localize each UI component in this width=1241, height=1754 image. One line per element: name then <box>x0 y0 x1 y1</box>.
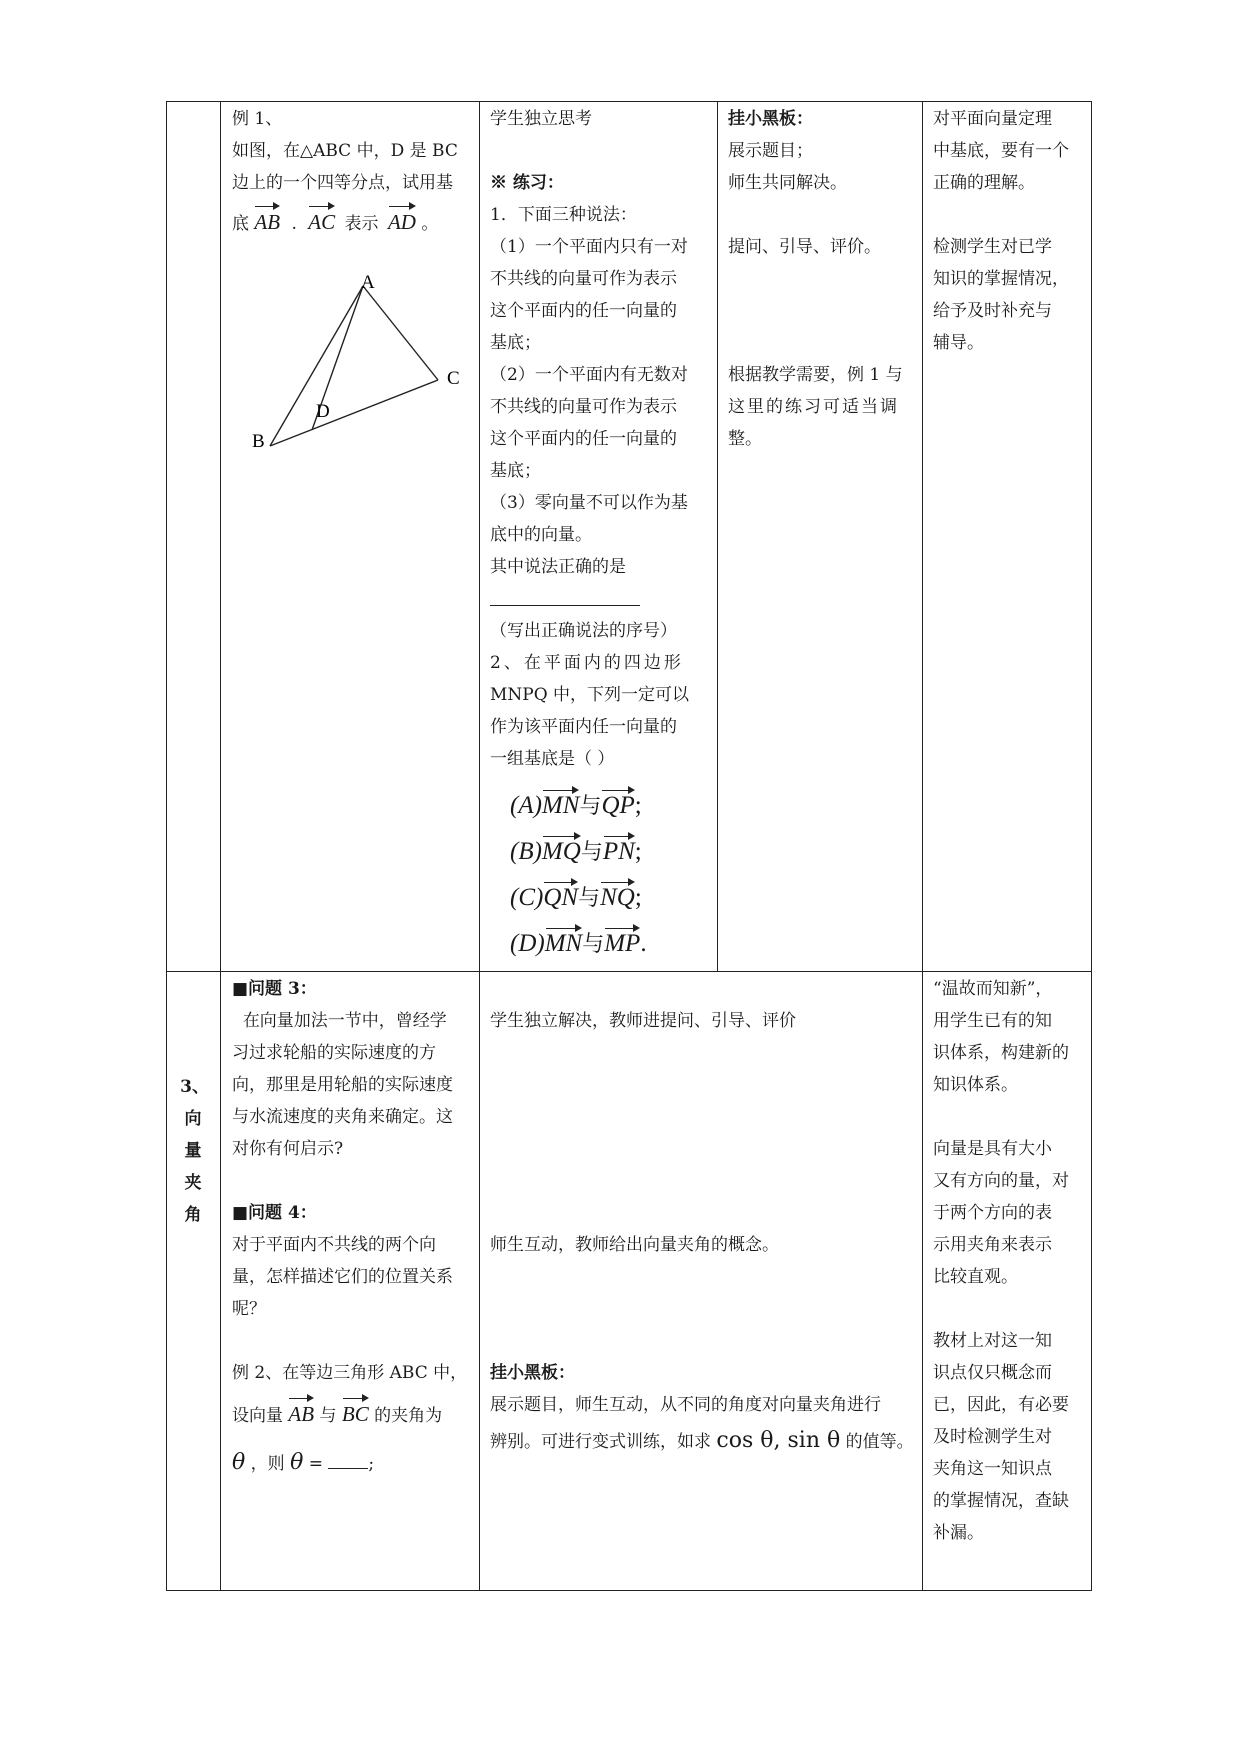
choice-label: (A) <box>510 792 542 819</box>
question-2-line: 作为该平面内任一向量的 <box>490 717 677 737</box>
blackboard-line-2-prefix: 辨别。可进行变式训练，如求 <box>490 1432 711 1452</box>
practice-line: 底中的向量。 <box>490 525 592 545</box>
intent-line: 示用夹角来表示 <box>933 1235 1052 1255</box>
vector-bc: BC <box>342 1395 369 1427</box>
choice-conjunction: 与 <box>582 931 605 956</box>
stage-char: 角 <box>184 1205 202 1225</box>
question-4-line: 量，怎样描述它们的位置关系 <box>232 1267 453 1287</box>
example-1-text-1: 如图，在△ABC 中，D 是 BC <box>232 141 458 161</box>
teacher-note-line: 整。 <box>728 429 762 449</box>
stage-char: 夹 <box>184 1173 202 1193</box>
intent-line: 的掌握情况，查缺 <box>933 1491 1069 1511</box>
teacher-activity-cell <box>728 103 918 455</box>
practice-line: 这个平面内的任一向量的 <box>490 301 677 321</box>
choice-vector-1: MN <box>545 925 583 957</box>
separator-dot: . <box>291 214 297 234</box>
question-3-line: 对你有何启示? <box>232 1139 344 1159</box>
spacer <box>490 1037 916 1229</box>
spacer <box>728 263 918 359</box>
spacer <box>933 1101 1085 1133</box>
spacer <box>232 1325 474 1357</box>
intent-line: 识点仅只概念而 <box>933 1363 1052 1383</box>
spacer <box>490 1261 916 1357</box>
example-1-cell <box>232 103 472 241</box>
choice-label: (D) <box>510 930 545 957</box>
choice-d <box>490 921 710 967</box>
practice-line: 其中说法正确的是 <box>490 557 626 577</box>
blackboard-line-2-suffix: 的值等。 <box>845 1432 914 1452</box>
spacer <box>490 135 710 167</box>
with-word: 与 <box>319 1406 337 1426</box>
choice-vector-2: NQ <box>600 879 635 911</box>
intent-line: 于两个方向的表 <box>933 1203 1052 1223</box>
student-think-line: 学生独立思考 <box>490 109 592 129</box>
triangle-side-ab <box>270 286 363 446</box>
intent-line: 中基底，要有一个 <box>933 141 1069 161</box>
practice-line: 1．下面三种说法： <box>490 205 637 225</box>
answer-blank[interactable] <box>328 1448 368 1469</box>
spacer <box>490 775 710 783</box>
trig-formula: cos θ, sin θ <box>716 1428 841 1453</box>
example-2-line-3 <box>232 1443 474 1484</box>
example-1-title: 例 1、 <box>232 109 283 129</box>
example-1-text-2: 边上的一个四等分点，试用基 <box>232 173 453 193</box>
practice-heading: ※ 练习： <box>490 173 564 193</box>
col-divider-4 <box>922 101 923 1591</box>
vector-ab: AB <box>254 203 280 235</box>
intent-line: 对平面向量定理 <box>933 109 1052 129</box>
practice-line: 基底； <box>490 461 541 481</box>
choice-a <box>490 783 710 829</box>
question-4-line: 对于平面内不共线的两个向 <box>232 1235 436 1255</box>
activity-line-2: 师生互动，教师给出向量夹角的概念。 <box>490 1235 779 1255</box>
intent-line: 教材上对这一知 <box>933 1331 1052 1351</box>
design-intent-cell-2 <box>933 973 1085 1549</box>
practice-line: （3）零向量不可以作为基 <box>490 493 688 513</box>
choice-conjunction: 与 <box>580 839 603 864</box>
choice-label: (C) <box>510 884 544 911</box>
theta-symbol: θ <box>232 1450 246 1475</box>
teacher-line: 师生共同解决。 <box>728 173 847 193</box>
choice-c <box>490 875 710 921</box>
choice-end: ; <box>634 884 642 911</box>
practice-line: 不共线的向量可作为表示 <box>490 269 677 289</box>
intent-line: “温故而知新”， <box>933 979 1053 999</box>
intent-line: 正确的理解。 <box>933 173 1035 193</box>
intent-line: 识体系，构建新的 <box>933 1043 1069 1063</box>
choice-label: (B) <box>510 838 542 865</box>
student-practice-cell <box>490 103 710 967</box>
choice-b <box>490 829 710 875</box>
intent-line: 比较直观。 <box>933 1267 1018 1287</box>
answer-hint: （写出正确说法的序号） <box>490 621 677 641</box>
then-word: ，则 <box>250 1454 285 1474</box>
question-3-line: 向，那里是用轮船的实际速度 <box>232 1075 453 1095</box>
intent-line: 已，因此，有必要 <box>933 1395 1069 1415</box>
equals-sign: = <box>308 1454 323 1474</box>
col-divider-1 <box>220 101 221 1591</box>
choice-vector-1: MN <box>542 787 580 819</box>
question-4-line: 呢？ <box>232 1299 266 1319</box>
stage-char: 3 <box>180 1077 192 1097</box>
question-3-line: 在向量加法一节中，曾经学 <box>232 1011 447 1031</box>
teacher-ask-line: 提问、引导、评价。 <box>728 237 881 257</box>
practice-line: 不共线的向量可作为表示 <box>490 397 677 417</box>
example-2-suffix: 的夹角为 <box>374 1406 443 1426</box>
spacer <box>933 1293 1085 1325</box>
vertex-label-b: B <box>252 431 265 452</box>
intent-line: 补漏。 <box>933 1523 984 1543</box>
triangle-side-bc <box>270 380 438 446</box>
intent-line: 夹角这一知识点 <box>933 1459 1052 1479</box>
spacer <box>728 199 918 231</box>
stage-label-cell <box>170 1071 216 1231</box>
question-4-heading: ■问题 4： <box>232 1203 317 1223</box>
question-3-line: 与水流速度的夹角来确定。这 <box>232 1107 453 1127</box>
vertex-label-a: A <box>361 272 375 293</box>
stage-char: 量 <box>184 1141 202 1161</box>
blackboard-line-1: 展示题目，师生互动，从不同的角度对向量夹角进行 <box>490 1395 881 1415</box>
activity-cell <box>490 1005 916 1462</box>
spacer <box>933 199 1085 231</box>
choice-vector-2: QP <box>601 787 634 819</box>
practice-line: （1）一个平面内只有一对 <box>490 237 688 257</box>
blackboard-line-2 <box>490 1421 916 1462</box>
end-mark: ; <box>368 1454 375 1474</box>
stage-char: 向 <box>184 1109 202 1129</box>
teacher-note-line: 这里的练习可适当调 <box>728 397 899 417</box>
example-2-line-1: 例 2、在等边三角形 ABC 中， <box>232 1363 468 1383</box>
question-2-line: 一组基底是（ ） <box>490 749 615 769</box>
activity-line-1: 学生独立解决，教师进提问、引导、评价 <box>490 1011 796 1031</box>
spacer <box>232 1165 474 1197</box>
intent-line: 给予及时补充与 <box>933 301 1052 321</box>
theta-symbol: θ <box>290 1450 304 1475</box>
intent-line: 用学生已有的知 <box>933 1011 1052 1031</box>
choice-vector-2: MP <box>604 925 640 957</box>
intent-line: 向量是具有大小 <box>933 1139 1052 1159</box>
end-mark: 。 <box>421 214 439 234</box>
intent-line: 辅导。 <box>933 333 984 353</box>
question-3-line: 习过求轮船的实际速度的方 <box>232 1043 436 1063</box>
questions-cell <box>232 973 474 1484</box>
triangle-side-ac <box>363 286 438 380</box>
vector-ad: AD <box>388 203 416 235</box>
choice-end: ; <box>634 792 642 819</box>
question-2-line: MNPQ 中，下列一定可以 <box>490 685 690 705</box>
question-2-line: 2、在平面内的四边形 <box>490 653 684 673</box>
choice-vector-2: PN <box>603 833 635 865</box>
intent-line: 知识体系。 <box>933 1075 1018 1095</box>
stage-char: 、 <box>192 1077 209 1097</box>
choice-conjunction: 与 <box>579 793 602 818</box>
intent-line: 及时检测学生对 <box>933 1427 1052 1447</box>
example-2-line-2 <box>232 1395 474 1435</box>
vector-ac: AC <box>308 203 335 235</box>
example-1-basis-line <box>232 203 472 241</box>
intent-line: 又有方向的量，对 <box>933 1171 1069 1191</box>
point-label-d: D <box>316 401 330 422</box>
triangle-figure <box>240 268 480 458</box>
intent-line: 知识的掌握情况， <box>933 269 1069 289</box>
blackboard-heading: 挂小黑板： <box>728 109 813 129</box>
choice-conjunction: 与 <box>578 885 601 910</box>
vertex-label-c: C <box>447 368 460 389</box>
represent-word: 表示 <box>344 214 379 234</box>
choice-end: . <box>640 930 647 957</box>
question-3-heading: ■问题 3： <box>232 979 317 999</box>
blackboard-heading: 挂小黑板： <box>490 1363 575 1383</box>
answer-blank[interactable] <box>490 583 710 615</box>
design-intent-cell <box>933 103 1085 359</box>
row-divider <box>166 971 1092 972</box>
choice-end: ; <box>634 838 642 865</box>
example-2-prefix: 设向量 <box>232 1406 283 1426</box>
basis-prefix: 底 <box>232 214 249 234</box>
vector-ab: AB <box>288 1395 314 1427</box>
practice-line: 这个平面内的任一向量的 <box>490 429 677 449</box>
practice-line: （2）一个平面内有无数对 <box>490 365 688 385</box>
col-divider-3 <box>717 101 718 972</box>
choice-vector-1: QN <box>543 879 578 911</box>
teacher-note-line: 根据教学需要，例 1 与 <box>728 365 903 385</box>
choice-vector-1: MQ <box>542 833 581 865</box>
teacher-line: 展示题目； <box>728 141 813 161</box>
practice-line: 基底； <box>490 333 541 353</box>
intent-line: 检测学生对已学 <box>933 237 1052 257</box>
